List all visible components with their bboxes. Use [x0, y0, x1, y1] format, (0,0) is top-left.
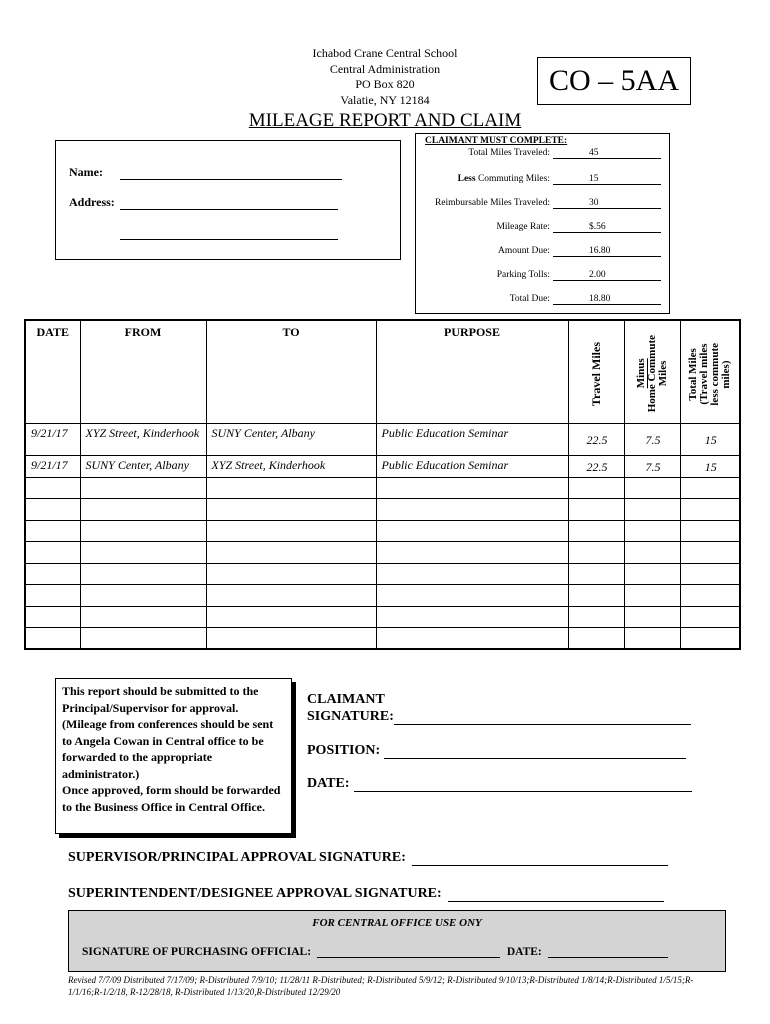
claimant-signature-block — [307, 692, 691, 725]
date-cell[interactable]: 9/21/17 — [25, 456, 80, 478]
commute-miles-cell[interactable] — [624, 477, 680, 499]
school-department: Central Administration — [329, 61, 441, 76]
table-row — [25, 542, 740, 564]
date-cell[interactable] — [25, 628, 80, 650]
reimbursable-miles-row — [421, 198, 661, 209]
purpose-cell[interactable] — [376, 520, 568, 542]
supervisor-signature-field[interactable] — [412, 865, 668, 866]
date-cell[interactable] — [25, 606, 80, 628]
total-miles-label: Total Miles Traveled: — [468, 148, 550, 158]
from-cell[interactable] — [80, 628, 206, 650]
commute-miles-cell[interactable]: 7.5 — [624, 456, 680, 478]
to-cell[interactable]: SUNY Center, Albany — [206, 424, 376, 456]
total-due-field[interactable]: 18.80 — [553, 294, 661, 305]
total-miles-cell[interactable] — [680, 477, 740, 499]
table-row — [25, 424, 740, 456]
travel-miles-cell[interactable]: 22.5 — [568, 456, 624, 478]
notice-text-2: Once approved, form should be forwarded to the Business Office in Central Office. — [62, 783, 281, 814]
travel-miles-cell[interactable] — [568, 499, 624, 521]
purpose-cell[interactable]: Public Education Seminar — [376, 424, 568, 456]
page-title: MILEAGE REPORT AND CLAIM — [248, 110, 522, 131]
address-row — [69, 195, 338, 210]
table-row — [25, 563, 740, 585]
to-cell[interactable] — [206, 606, 376, 628]
amount-due-label: Amount Due: — [498, 246, 550, 256]
purpose-cell[interactable] — [376, 542, 568, 564]
total-miles-cell[interactable] — [680, 628, 740, 650]
to-column-header: TO — [206, 320, 376, 424]
to-cell[interactable] — [206, 477, 376, 499]
submission-notice — [55, 678, 292, 834]
to-cell[interactable] — [206, 499, 376, 521]
school-address — [290, 46, 480, 108]
table-row — [25, 456, 740, 478]
mileage-log-table — [24, 319, 741, 650]
total-due-row — [421, 294, 661, 305]
total-miles-cell[interactable]: 15 — [680, 456, 740, 478]
empty-rows — [25, 477, 740, 649]
table-row — [25, 628, 740, 650]
purpose-cell[interactable] — [376, 585, 568, 607]
total-miles-field[interactable]: 45 — [553, 148, 661, 159]
date-cell[interactable] — [25, 563, 80, 585]
commute-miles-cell[interactable] — [624, 542, 680, 564]
travel-miles-cell[interactable] — [568, 520, 624, 542]
purpose-cell[interactable] — [376, 606, 568, 628]
purpose-cell[interactable]: Public Education Seminar — [376, 456, 568, 478]
less-label: Less — [457, 174, 476, 184]
travel-miles-cell[interactable] — [568, 542, 624, 564]
purpose-cell[interactable] — [376, 563, 568, 585]
total-miles-cell[interactable] — [680, 563, 740, 585]
total-miles-column-header: Total Miles (Travel miles less commute miles) — [680, 320, 740, 424]
to-cell[interactable] — [206, 563, 376, 585]
from-cell[interactable] — [80, 606, 206, 628]
table-row — [25, 499, 740, 521]
from-cell[interactable] — [80, 563, 206, 585]
name-field[interactable] — [120, 179, 342, 180]
commute-miles-cell[interactable] — [624, 520, 680, 542]
table-row — [25, 585, 740, 607]
to-cell[interactable] — [206, 628, 376, 650]
total-miles-row — [421, 148, 661, 159]
to-cell[interactable] — [206, 520, 376, 542]
date-label: DATE: — [307, 776, 350, 791]
reimbursable-miles-label: Reimbursable Miles Traveled: — [434, 198, 550, 208]
from-cell[interactable] — [80, 520, 206, 542]
form-code: CO – 5AA — [537, 57, 691, 105]
parking-tolls-field[interactable]: 2.00 — [553, 270, 661, 281]
amount-due-field[interactable]: 16.80 — [553, 246, 661, 257]
mileage-rate-field[interactable]: $.56 — [553, 222, 661, 233]
commute-miles-cell[interactable] — [624, 585, 680, 607]
central-office-heading: FOR CENTRAL OFFICE USE ONY — [312, 917, 482, 929]
date-cell[interactable] — [25, 499, 80, 521]
claimant-label: CLAIMANT — [307, 692, 385, 707]
supervisor-approval-label: SUPERVISOR/PRINCIPAL APPROVAL SIGNATURE: — [68, 850, 406, 865]
address-field-2[interactable] — [120, 239, 338, 240]
commuting-miles-label: Commuting Miles: — [475, 174, 550, 184]
commute-miles-cell[interactable] — [624, 563, 680, 585]
to-cell[interactable]: XYZ Street, Kinderhook — [206, 456, 376, 478]
date-cell[interactable] — [25, 542, 80, 564]
school-name: Ichabod Crane Central School — [312, 46, 458, 60]
claimant-totals-box — [415, 133, 670, 314]
purpose-column-header: PURPOSE — [376, 320, 568, 424]
travel-miles-cell[interactable] — [568, 563, 624, 585]
date-cell[interactable]: 9/21/17 — [25, 424, 80, 456]
commute-miles-cell[interactable] — [624, 499, 680, 521]
table-row — [25, 477, 740, 499]
address-row-2 — [120, 225, 338, 240]
travel-miles-cell[interactable] — [568, 606, 624, 628]
position-row — [307, 743, 686, 759]
revision-history: Revised 7/7/09 Distributed 7/17/09; R-Distributed 7/9/10; 11/28/11 R-Distributed; R-Distributed 5/9/12; R-Distributed 9/10/13;R-Distributed 1/8/14;R-Distributed 1/5/15;R-1/1/16;R-1/2/18, R-12/28/18, R-Distributed 1/13/20,R-Distributed 12/29/20 — [68, 975, 694, 997]
date-cell[interactable] — [25, 477, 80, 499]
from-cell[interactable]: SUNY Center, Albany — [80, 456, 206, 478]
table-header-row — [25, 320, 740, 424]
central-office-box — [68, 910, 726, 972]
school-city: Valatie, NY 12184 — [340, 92, 430, 107]
mileage-rate-row — [421, 222, 661, 233]
commute-miles-cell[interactable] — [624, 628, 680, 650]
claimant-signature-field[interactable] — [394, 724, 691, 725]
purpose-cell[interactable] — [376, 477, 568, 499]
reimbursable-miles-field[interactable]: 30 — [553, 198, 661, 209]
claimant-totals-heading: CLAIMANT MUST COMPLETE: — [425, 136, 568, 146]
table-row — [25, 520, 740, 542]
parking-tolls-label: Parking Tolls: — [496, 270, 550, 280]
position-field[interactable] — [384, 758, 686, 759]
total-due-label: Total Due: — [509, 294, 550, 304]
table-row — [25, 606, 740, 628]
minus-commute-column-header: Minus Home Commute Miles — [624, 320, 680, 424]
supervisor-approval-row — [68, 850, 668, 866]
commuting-miles-row — [421, 174, 661, 185]
from-cell[interactable] — [80, 477, 206, 499]
parking-tolls-row — [421, 270, 661, 281]
name-label: Name: — [69, 165, 103, 179]
mileage-rate-label: Mileage Rate: — [496, 222, 550, 232]
travel-miles-cell[interactable] — [568, 585, 624, 607]
date-cell[interactable] — [25, 585, 80, 607]
travel-miles-cell[interactable]: 22.5 — [568, 424, 624, 456]
from-cell[interactable] — [80, 542, 206, 564]
total-miles-cell[interactable] — [680, 542, 740, 564]
notice-text-1: This report should be submitted to the Principal/Supervisor for approval. (Mileage from conferences should be sent to Angela Cowan in Central office to be forwarded to the appropriate administrator.) — [62, 684, 274, 781]
purpose-cell[interactable] — [376, 499, 568, 521]
to-cell[interactable] — [206, 585, 376, 607]
total-miles-cell[interactable] — [680, 606, 740, 628]
from-cell[interactable]: XYZ Street, Kinderhook — [80, 424, 206, 456]
commute-miles-cell[interactable]: 7.5 — [624, 424, 680, 456]
office-date-label: DATE: — [506, 946, 542, 958]
school-po-box: PO Box 820 — [355, 77, 415, 91]
signature-label: SIGNATURE: — [307, 709, 394, 724]
purchasing-official-field[interactable] — [317, 957, 500, 958]
total-miles-cell[interactable] — [680, 499, 740, 521]
superintendent-approval-row — [68, 886, 664, 902]
date-field[interactable] — [354, 791, 692, 792]
from-column-header: FROM — [80, 320, 206, 424]
travel-miles-column-header: Travel Miles — [568, 320, 624, 424]
total-miles-cell[interactable]: 15 — [680, 424, 740, 456]
total-miles-cell[interactable] — [680, 520, 740, 542]
address-label: Address: — [69, 195, 115, 209]
address-field[interactable] — [120, 209, 338, 210]
travel-miles-cell[interactable] — [568, 477, 624, 499]
total-miles-cell[interactable] — [680, 585, 740, 607]
date-column-header: DATE — [25, 320, 80, 424]
office-date-field[interactable] — [548, 957, 668, 958]
claimant-info-box — [55, 140, 401, 260]
date-cell[interactable] — [25, 520, 80, 542]
superintendent-signature-field[interactable] — [448, 901, 664, 902]
position-label: POSITION: — [307, 743, 381, 758]
to-cell[interactable] — [206, 542, 376, 564]
commute-miles-cell[interactable] — [624, 606, 680, 628]
commuting-miles-field[interactable]: 15 — [553, 174, 661, 185]
from-cell[interactable] — [80, 499, 206, 521]
from-cell[interactable] — [80, 585, 206, 607]
purchasing-official-row — [82, 946, 668, 958]
name-row — [69, 165, 342, 180]
purchasing-official-label: SIGNATURE OF PURCHASING OFFICIAL: — [82, 946, 312, 958]
purpose-cell[interactable] — [376, 628, 568, 650]
amount-due-row — [421, 246, 661, 257]
superintendent-approval-label: SUPERINTENDENT/DESIGNEE APPROVAL SIGNATURE: — [68, 886, 442, 901]
date-row — [307, 776, 692, 792]
travel-miles-cell[interactable] — [568, 628, 624, 650]
